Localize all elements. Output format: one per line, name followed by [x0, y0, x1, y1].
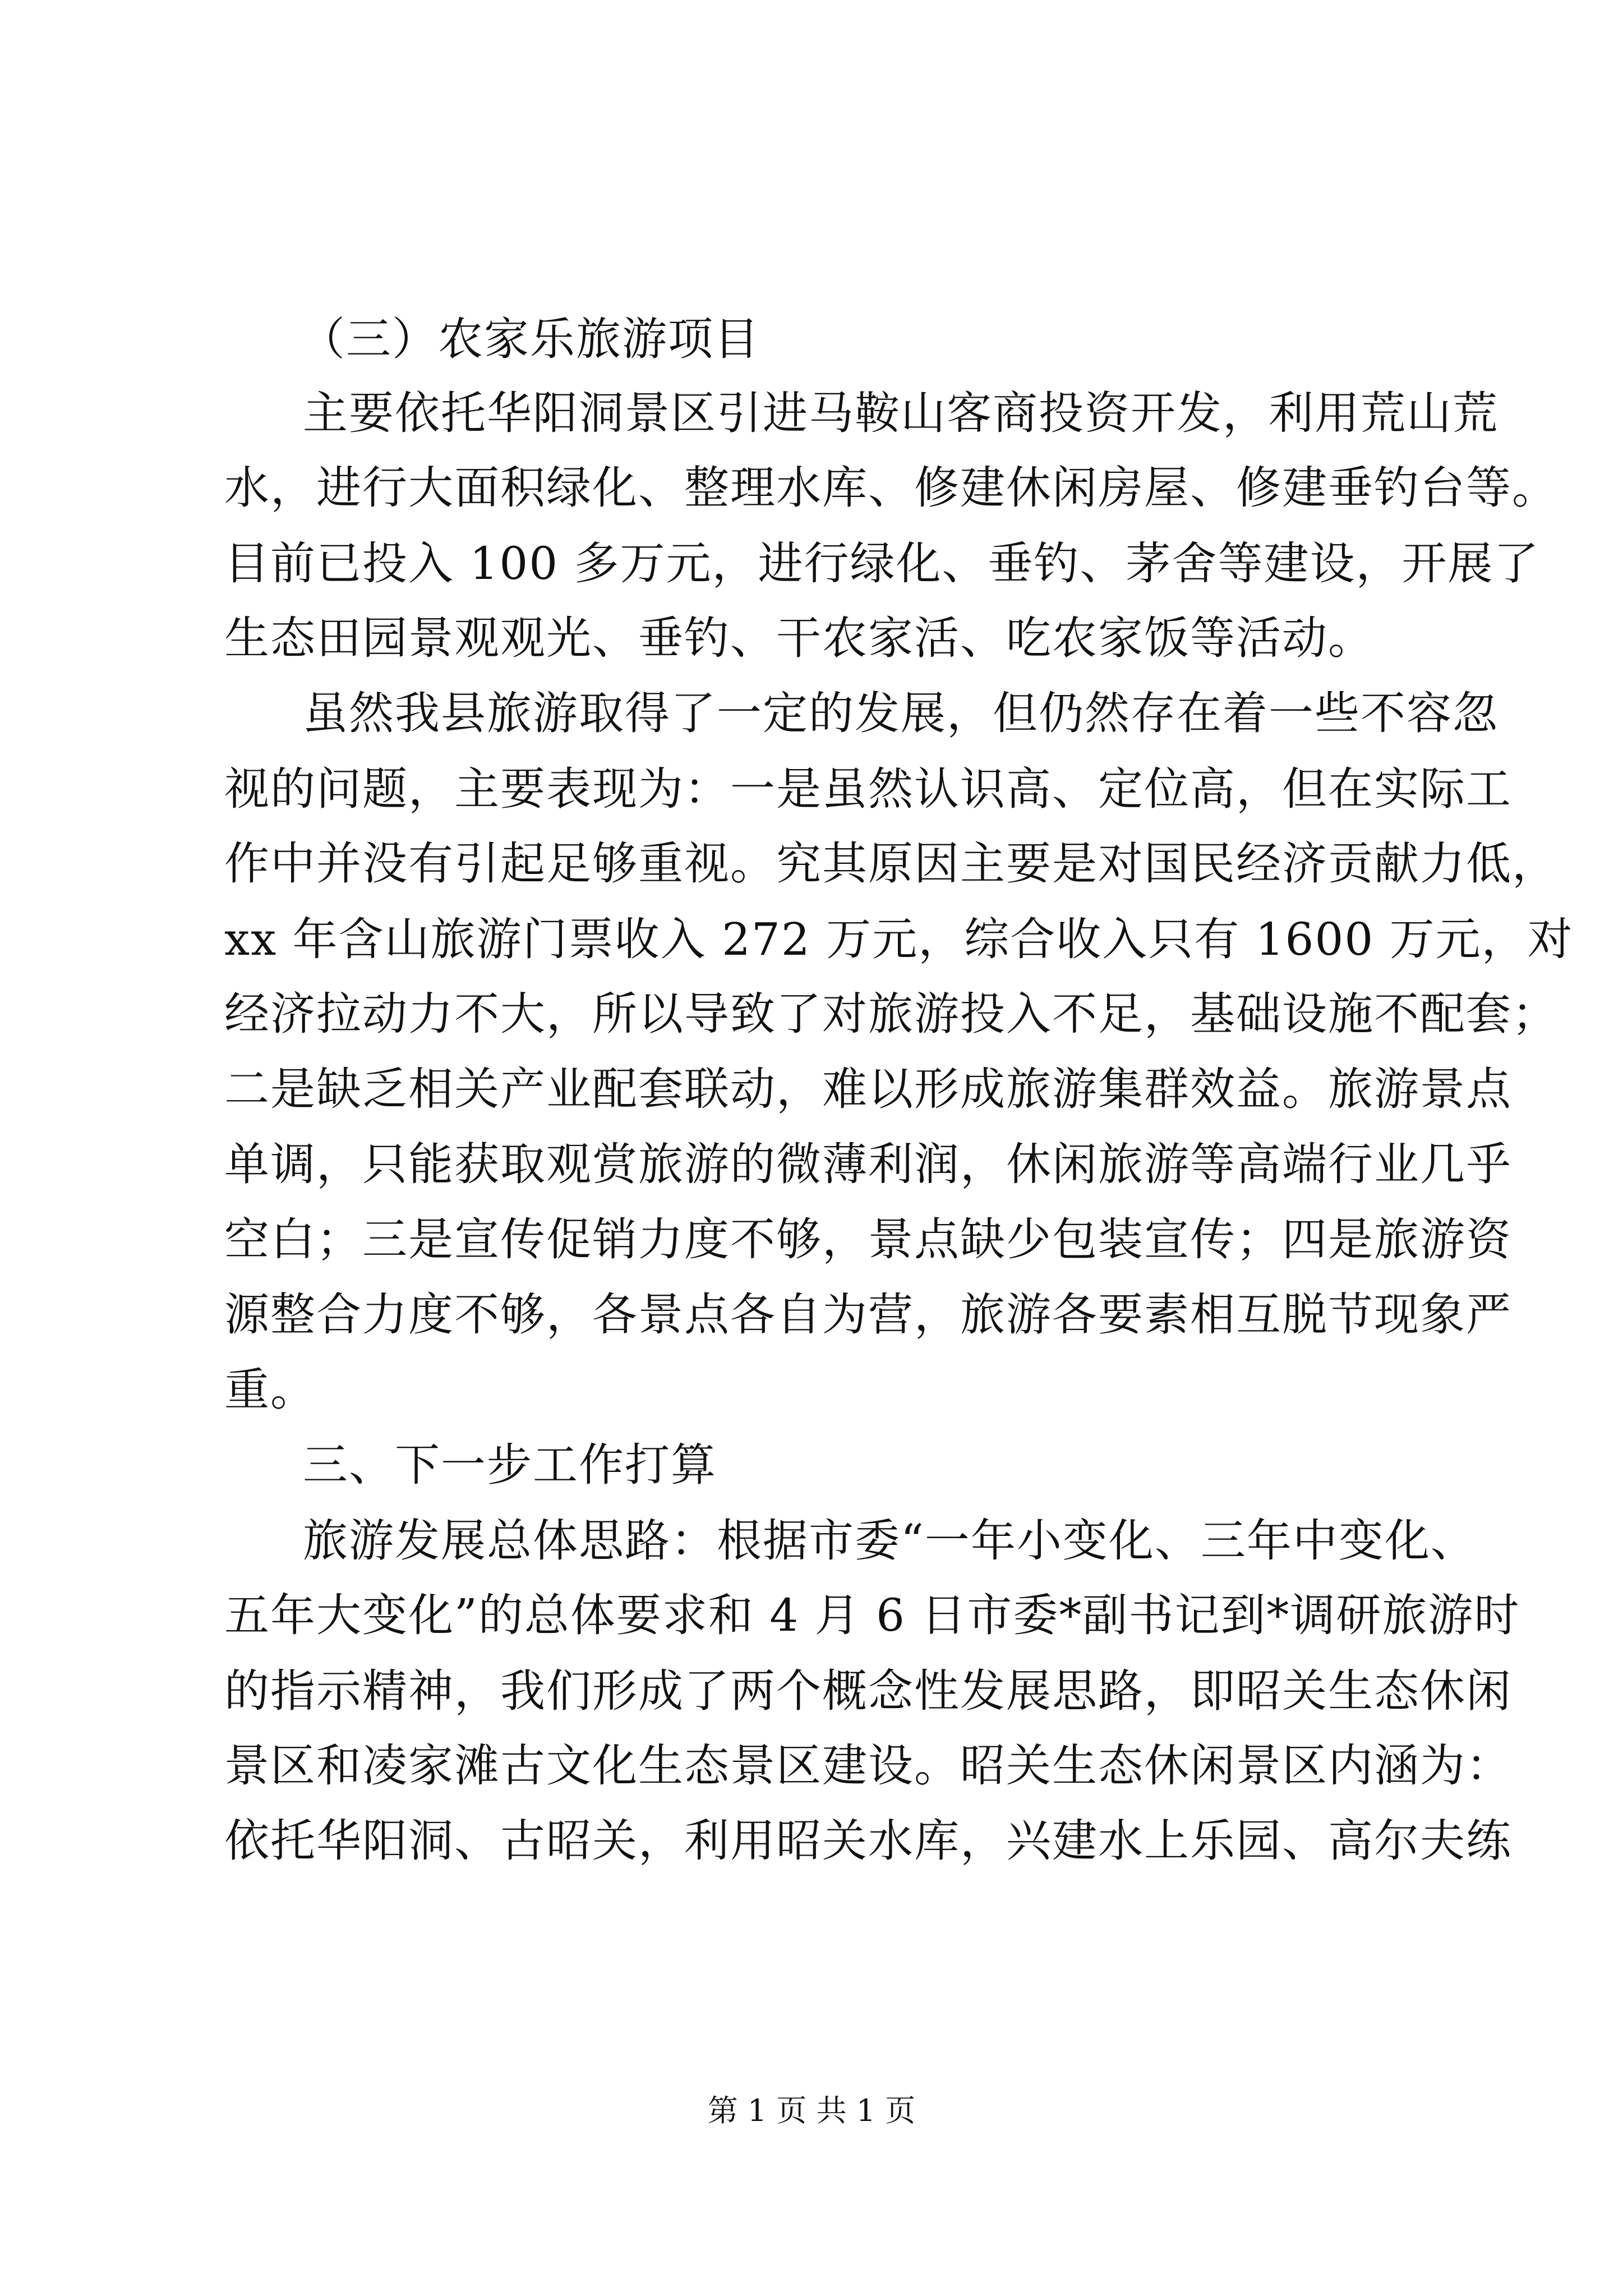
paragraph-line: 水，进行大面积绿化、整理水库、修建休闲房屋、修建垂钓台等。: [224, 462, 1558, 514]
paragraph-line: 视的问题，主要表现为：一是虽然认识高、定位高，但在实际工: [224, 763, 1512, 815]
paragraph-line: 经济拉动力不大，所以导致了对旅游投入不足，基础设施不配套；: [224, 988, 1558, 1040]
paragraph-line: 目前已投入 100 多万元，进行绿化、垂钓、茅舍等建设，开展了: [224, 537, 1540, 590]
paragraph-line: 作中并没有引起足够重视。究其原因主要是对国民经济贡献力低，: [224, 838, 1558, 890]
paragraph-line: 虽然我县旅游取得了一定的发展，但仍然存在着一些不容忽: [303, 687, 1498, 739]
paragraph-line: 空白；三是宣传促销力度不够，景点缺少包装宣传；四是旅游资: [224, 1213, 1512, 1266]
paragraph-line: 旅游发展总体思路：根据市委“一年小变化、三年中变化、: [303, 1515, 1477, 1567]
paragraph-line: 五年大变化”的总体要求和 4 月 6 日市委*副书记到*调研旅游时: [224, 1589, 1520, 1641]
page-footer: 第 1 页 共 1 页: [707, 2093, 916, 2128]
paragraph-line: 依托华阳洞、古昭关，利用昭关水库，兴建水上乐园、高尔夫练: [224, 1815, 1512, 1867]
section-heading-next-steps: 三、下一步工作打算: [303, 1439, 717, 1491]
paragraph-line: 景区和凌家滩古文化生态景区建设。昭关生态休闲景区内涵为：: [224, 1740, 1512, 1792]
section-heading-farm-tourism: （三）农家乐旅游项目: [300, 313, 760, 365]
paragraph-line: 的指示精神，我们形成了两个概念性发展思路，即昭关生态休闲: [224, 1665, 1512, 1717]
paragraph-line: 源整合力度不够，各景点各自为营，旅游各要素相互脱节现象严: [224, 1289, 1512, 1341]
paragraph-line: 单调，只能获取观赏旅游的微薄利润，休闲旅游等高端行业几乎: [224, 1138, 1512, 1190]
paragraph-line: xx 年含山旅游门票收入 272 万元，综合收入只有 1600 万元，对: [224, 913, 1574, 965]
paragraph-line: 重。: [224, 1364, 316, 1416]
paragraph-line: 二是缺乏相关产业配套联动，难以形成旅游集群效益。旅游景点: [224, 1063, 1512, 1115]
paragraph-line: 主要依托华阳洞景区引进马鞍山客商投资开发，利用荒山荒: [303, 387, 1498, 439]
paragraph-line: 生态田园景观观光、垂钓、干农家活、吃农家饭等活动。: [224, 612, 1374, 664]
